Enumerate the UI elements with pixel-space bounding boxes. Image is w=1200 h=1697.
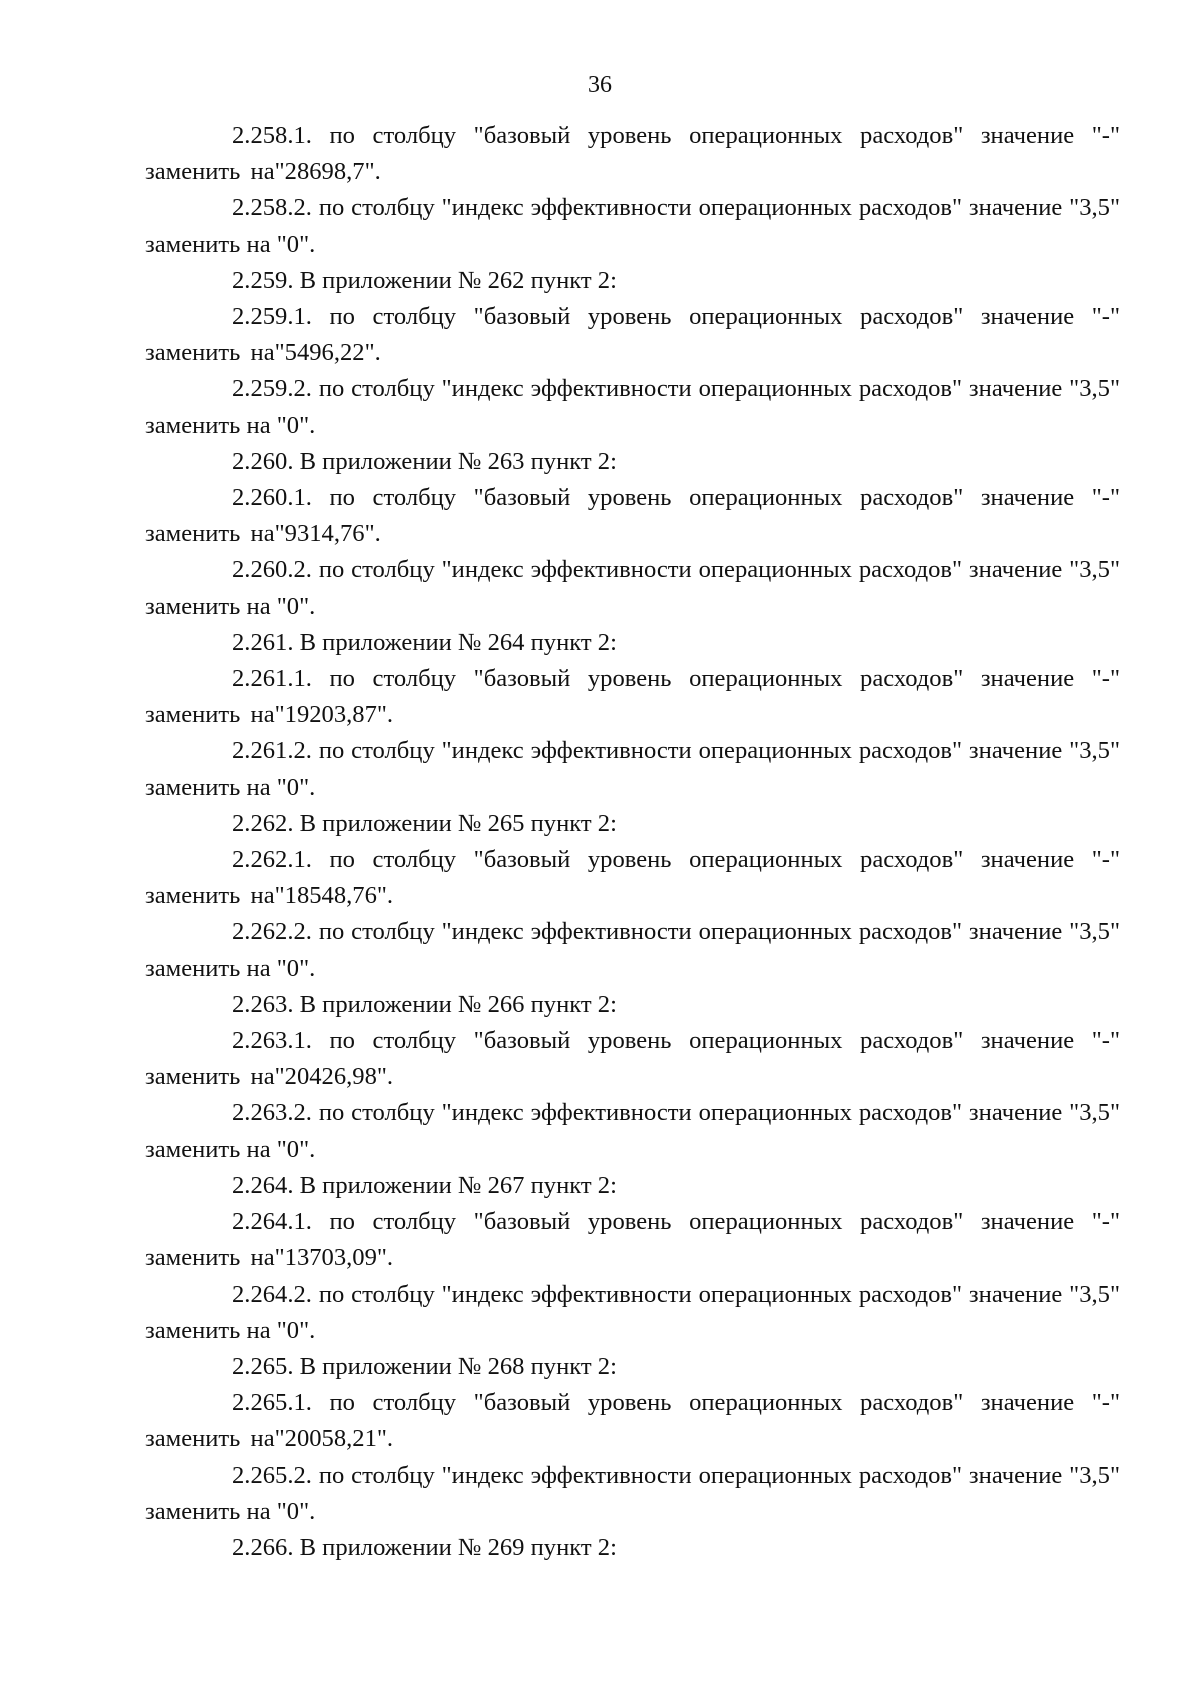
paragraph-2-263: 2.263. В приложении № 266 пункт 2: — [232, 990, 617, 1018]
paragraph-2-262: 2.262. В приложении № 265 пункт 2: — [232, 809, 617, 837]
paragraph-2-259: 2.259. В приложении № 262 пункт 2: — [232, 266, 617, 294]
paragraph-2-265-1: 2.265.1. по столбцу "базовый уровень операционных расходов" значение "-" заменить на"20058,21". — [145, 1389, 1120, 1453]
paragraph-2-260-1: 2.260.1. по столбцу "базовый уровень операционных расходов" значение "-" заменить на"9314,76". — [145, 484, 1120, 548]
paragraph-2-261: 2.261. В приложении № 264 пункт 2: — [232, 628, 617, 656]
paragraph-2-260: 2.260. В приложении № 263 пункт 2: — [232, 447, 617, 475]
paragraph-2-264-2: 2.264.2. по столбцу "индекс эффективности операционных расходов" значение "3,5" заменить на "0". — [145, 1280, 1120, 1344]
paragraph-2-258-1: 2.258.1. по столбцу "базовый уровень операционных расходов" значение "-" заменить на"28698,7". — [145, 122, 1120, 186]
paragraph-2-258-2: 2.258.2. по столбцу "индекс эффективности операционных расходов" значение "3,5" заменить на "0". — [145, 194, 1120, 258]
paragraph-2-265-2: 2.265.2. по столбцу "индекс эффективности операционных расходов" значение "3,5" заменить на "0". — [145, 1461, 1120, 1525]
paragraph-2-265: 2.265. В приложении № 268 пункт 2: — [232, 1352, 617, 1380]
paragraph-2-264-1: 2.264.1. по столбцу "базовый уровень операционных расходов" значение "-" заменить на"13703,09". — [145, 1208, 1120, 1272]
paragraph-2-262-1: 2.262.1. по столбцу "базовый уровень операционных расходов" значение "-" заменить на"18548,76". — [145, 846, 1120, 910]
document-body — [145, 118, 1120, 1566]
paragraph-2-259-2: 2.259.2. по столбцу "индекс эффективности операционных расходов" значение "3,5" заменить на "0". — [145, 375, 1120, 439]
paragraph-2-264: 2.264. В приложении № 267 пункт 2: — [232, 1171, 617, 1199]
paragraph-2-261-2: 2.261.2. по столбцу "индекс эффективности операционных расходов" значение "3,5" заменить на "0". — [145, 737, 1120, 801]
paragraph-2-259-1: 2.259.1. по столбцу "базовый уровень операционных расходов" значение "-" заменить на"5496,22". — [145, 303, 1120, 367]
paragraph-2-260-2: 2.260.2. по столбцу "индекс эффективности операционных расходов" значение "3,5" заменить на "0". — [145, 556, 1120, 620]
paragraph-2-261-1: 2.261.1. по столбцу "базовый уровень операционных расходов" значение "-" заменить на"19203,87". — [145, 665, 1120, 729]
paragraph-2-263-1: 2.263.1. по столбцу "базовый уровень операционных расходов" значение "-" заменить на"20426,98". — [145, 1027, 1120, 1091]
paragraph-2-266: 2.266. В приложении № 269 пункт 2: — [232, 1533, 617, 1561]
page-number: 36 — [588, 72, 612, 98]
paragraph-2-262-2: 2.262.2. по столбцу "индекс эффективности операционных расходов" значение "3,5" заменить на "0". — [145, 918, 1120, 982]
paragraph-2-263-2: 2.263.2. по столбцу "индекс эффективности операционных расходов" значение "3,5" заменить на "0". — [145, 1099, 1120, 1163]
